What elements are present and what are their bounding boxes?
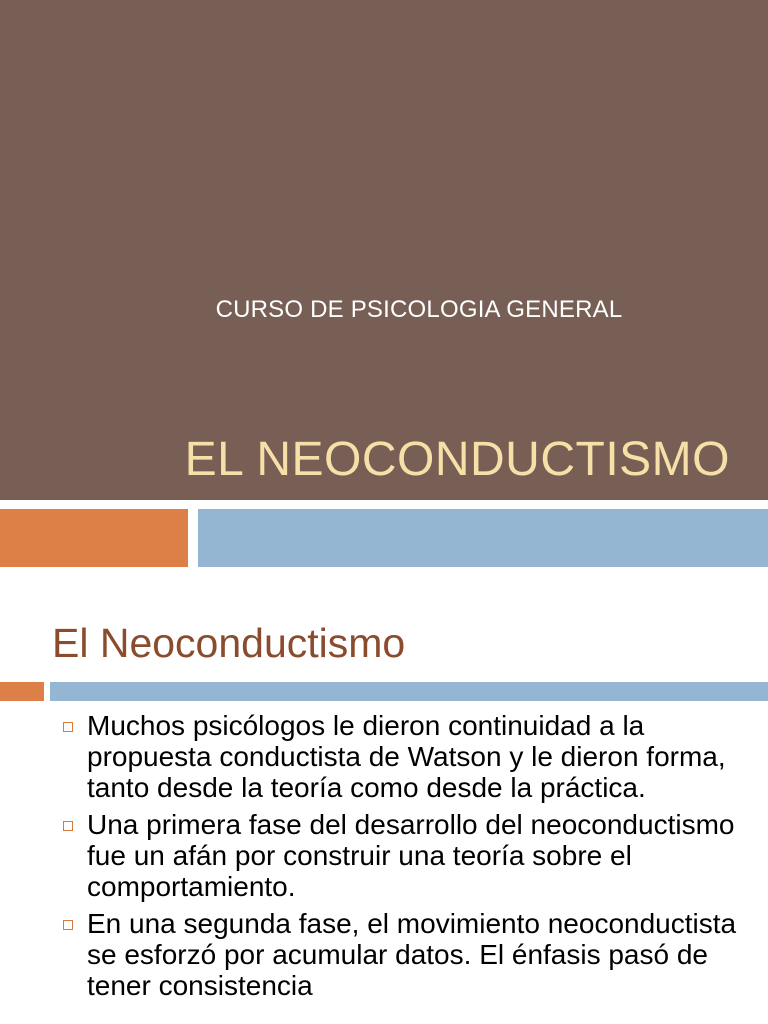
square-bullet-icon [63,821,73,831]
accent-bar-orange [0,509,188,567]
bullet-text: Muchos psicólogos le dieron continuidad a la propuesta conductista de Watson y le dieron forma, tanto desde la teoría como desde la práctica. [87,710,726,803]
slide-title: EL NEOCONDUCTISMO [184,433,730,486]
bullet-list [0,710,768,1007]
bullet-text: Una primera fase del desarrollo del neoconductismo fue un afán por construir una teoría sobre el comportamiento. [87,809,735,902]
title-slide-background [0,0,768,500]
content-slide-heading: El Neoconductismo [52,620,406,666]
square-bullet-icon [63,722,73,732]
bullet-item [0,809,768,902]
bullet-item [0,908,768,1001]
heading-rule-orange [0,682,44,701]
square-bullet-icon [63,920,73,930]
bullet-item [0,710,768,803]
bullet-text: En una segunda fase, el movimiento neoconductista se esforzó por acumular datos. El énfasis pasó de tener consistencia [87,908,737,1001]
content-slide [0,578,768,1024]
accent-bar-blue [198,509,768,567]
heading-rule-blue [50,682,768,701]
course-subtitle: CURSO DE PSICOLOGIA GENERAL [215,296,623,323]
